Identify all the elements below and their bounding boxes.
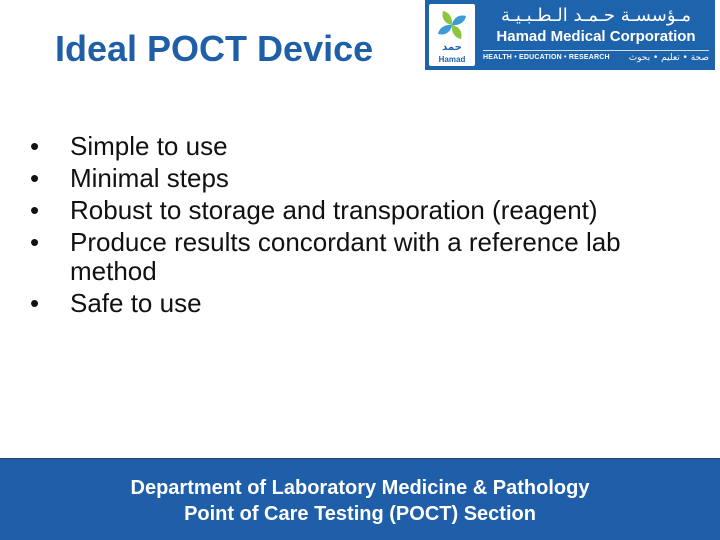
emblem-english-text: Hamad [438,55,466,64]
bullet-item [30,196,690,225]
bullet-list [30,132,690,321]
bullet-text: Produce results concordant with a reference lab method [70,227,621,286]
bullet-item [30,164,690,193]
bullet-text: Minimal steps [70,163,229,193]
hamad-emblem [429,4,475,66]
logo-arabic-name: مـؤسسـة حـمـد الـطـبـيـة [500,5,692,26]
bullet-item [30,289,690,318]
bullet-item [30,132,690,161]
bullet-dot-icon: • [30,227,40,257]
bullet-dot-icon: • [30,195,40,225]
footer-bar [0,458,720,540]
slide-title: Ideal POCT Device [55,28,374,69]
logo-divider [483,50,709,51]
hamad-medical-corporation-logo [425,0,715,70]
logo-tagline-english: HEALTH • EDUCATION • RESEARCH [483,54,610,61]
logo-english-name: Hamad Medical Corporation [496,28,696,45]
leaf-emblem-icon [435,8,469,42]
emblem-arabic-text: حمد [442,42,462,53]
bullet-dot-icon: • [30,163,40,193]
bullet-dot-icon: • [30,288,40,318]
bullet-text: Safe to use [70,288,202,318]
bullet-text: Simple to use [70,131,228,161]
bullet-dot-icon: • [30,131,40,161]
bullet-item [30,228,690,286]
footer-department: Department of Laboratory Medicine & Pathology [130,477,590,499]
bullet-text: Robust to storage and transporation (reagent) [70,195,598,225]
logo-tagline-arabic: صحة • تعليم • بحوث [628,53,709,63]
footer-section: Point of Care Testing (POCT) Section [184,503,536,525]
